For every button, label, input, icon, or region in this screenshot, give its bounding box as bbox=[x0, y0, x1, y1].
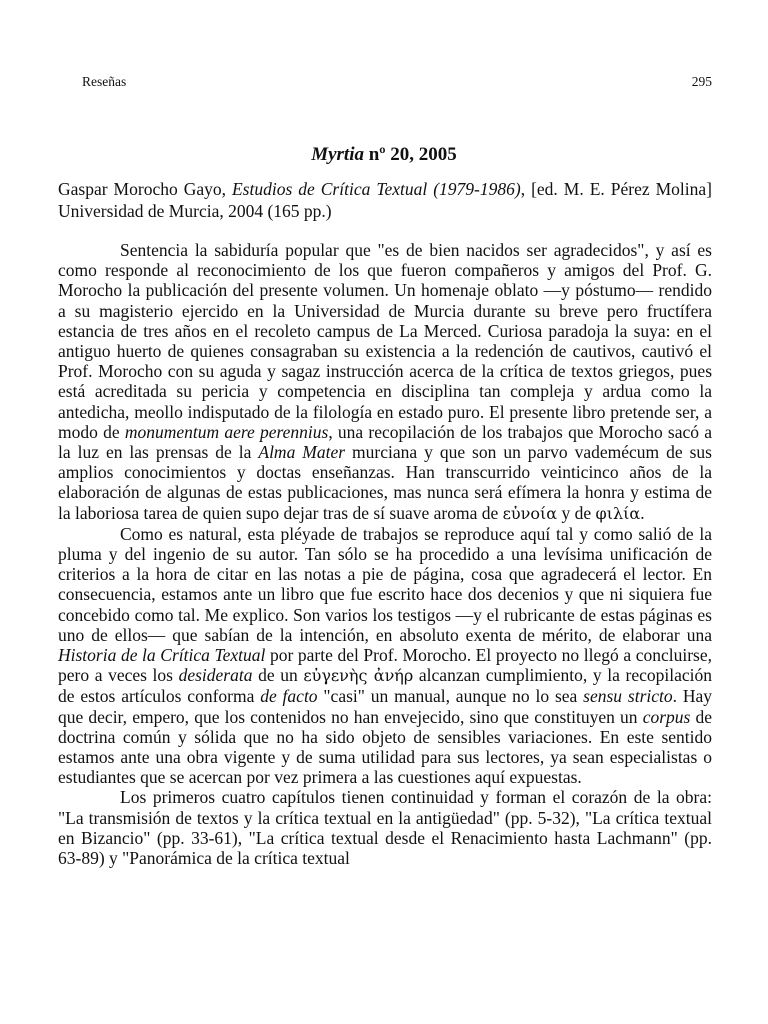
greek-run: εὐνοία bbox=[502, 503, 558, 523]
section-label: Reseñas bbox=[82, 74, 127, 89]
text-run: murciana y que son un parvo vademécum de sus amplios conocimientos y doctas enseñanzas. Han transcurrido veinticinco años de la elaboración de algunas de estas publicaciones, mas nunca será efímera la honra y estima de la laboriosa tarea de quien supo dejar tras de sí suave aroma de bbox=[58, 442, 712, 523]
italic-run: sensu stricto bbox=[583, 686, 673, 707]
paragraph-3 bbox=[58, 787, 712, 868]
text-run: de doctrina común y sólida que no ha sido objeto de sensibles variaciones. En este sentido estamos ante una obra vigente y de suma utilidad para sus lectores, ya sean especialistas o estudiantes que se acercan por vez primera a las cuestiones aquí expuestas. bbox=[58, 706, 712, 788]
greek-run: φιλία bbox=[595, 503, 641, 523]
text-run: Sentencia la sabiduría popular que "es de bien nacidos ser agradecidos", y así es como responde al reconocimiento de los que fueron compañeros y amigos del Prof. G. Morocho la publicación del presente volumen. Un homenaje oblato —y póstumo— rendido a su magisterio ejercido en la Universidad de Murcia durante su breve pero fructífera estancia de tres años en el recoleto campus de La Merced. Curiosa paradoja la suya: en el antiguo huerto de quienes consagraban su existencia a la redención de cautivos, cautivó el Prof. Morocho con su aguda y sagaz instrucción acerca de la crítica de textos griegos, pues está acreditada su pericia y competencia en disciplina tan compleja y ardua como la antedicha, meollo indisputado de la filología en estado puro. El presente libro pretende ser, a modo de bbox=[58, 240, 712, 442]
paragraph-1 bbox=[58, 240, 712, 524]
text-run: Como es natural, esta pléyade de trabajos se reproduce aquí tal y como salió de la pluma y del ingenio de su autor. Tan sólo se ha procedido a una levísima unificación de criterios a la hora de citar en las notas a pie de página, cosa que agradecerá el lector. En consecuencia, estamos ante un libro que fue escrito hace dos decenios y que ni siquiera fue concebido como tal. Me explico. Son varios los testigos —y el rubricante de estas páginas es uno de ellos— que sabían de la intención, en absoluto exenta de mérito, de elaborar una bbox=[58, 523, 712, 645]
journal-issue: nº 20, 2005 bbox=[363, 144, 457, 165]
book-citation bbox=[58, 178, 712, 222]
italic-run: corpus bbox=[642, 706, 691, 727]
italic-run: de facto bbox=[260, 686, 318, 707]
citation-author: Gaspar Morocho Gayo, bbox=[58, 179, 232, 199]
review-body bbox=[58, 240, 712, 868]
citation-details: , [ed. M. E. Pérez Molina] Universidad de Murcia, 2004 (165 pp.) bbox=[58, 179, 712, 221]
italic-run: desiderata bbox=[178, 665, 253, 686]
text-run: "casi" un manual, aunque no lo sea bbox=[317, 686, 584, 707]
text-run: , una recopilación de los trabajos que Morocho sacó a la luz en las prensas de la bbox=[58, 421, 712, 463]
italic-run: Alma Mater bbox=[258, 442, 346, 463]
italic-run: Historia de la Crítica Textual bbox=[58, 645, 266, 666]
journal-name: Myrtia bbox=[311, 144, 364, 165]
italic-run: monumentum aere perennius bbox=[124, 421, 329, 442]
running-header bbox=[82, 74, 712, 94]
text-run: y de bbox=[557, 502, 596, 523]
greek-run: εὐγενὴς ἀνήρ bbox=[303, 666, 414, 686]
paragraph-2 bbox=[58, 524, 712, 788]
page-number: 295 bbox=[691, 74, 712, 89]
text-run: de un bbox=[252, 665, 304, 686]
citation-book-title: Estudios de Crítica Textual (1979-1986) bbox=[231, 179, 521, 199]
text-run: Los primeros cuatro capítulos tienen continuidad y forman el corazón de la obra: "La transmisión de textos y la crítica textual en la antigüedad" (pp. 5-32), "La crítica textual en Bizancio" (pp. 33-61), "La crítica textual desde el Renacimiento hasta Lachmann" (pp. 63-89) y "Panorámica de la crítica textual bbox=[58, 787, 712, 869]
text-run: . bbox=[640, 502, 645, 523]
text-run: por parte del Prof. Morocho. El proyecto no llegó a concluirse, pero a veces los bbox=[58, 645, 712, 686]
text-run: . Hay que decir, empero, que los contenidos no han envejecido, sino que constituyen un bbox=[58, 686, 713, 727]
text-run: alcanzan cumplimiento, y la recopilación de estos artículos conforma bbox=[58, 665, 712, 707]
review-title bbox=[0, 144, 768, 166]
